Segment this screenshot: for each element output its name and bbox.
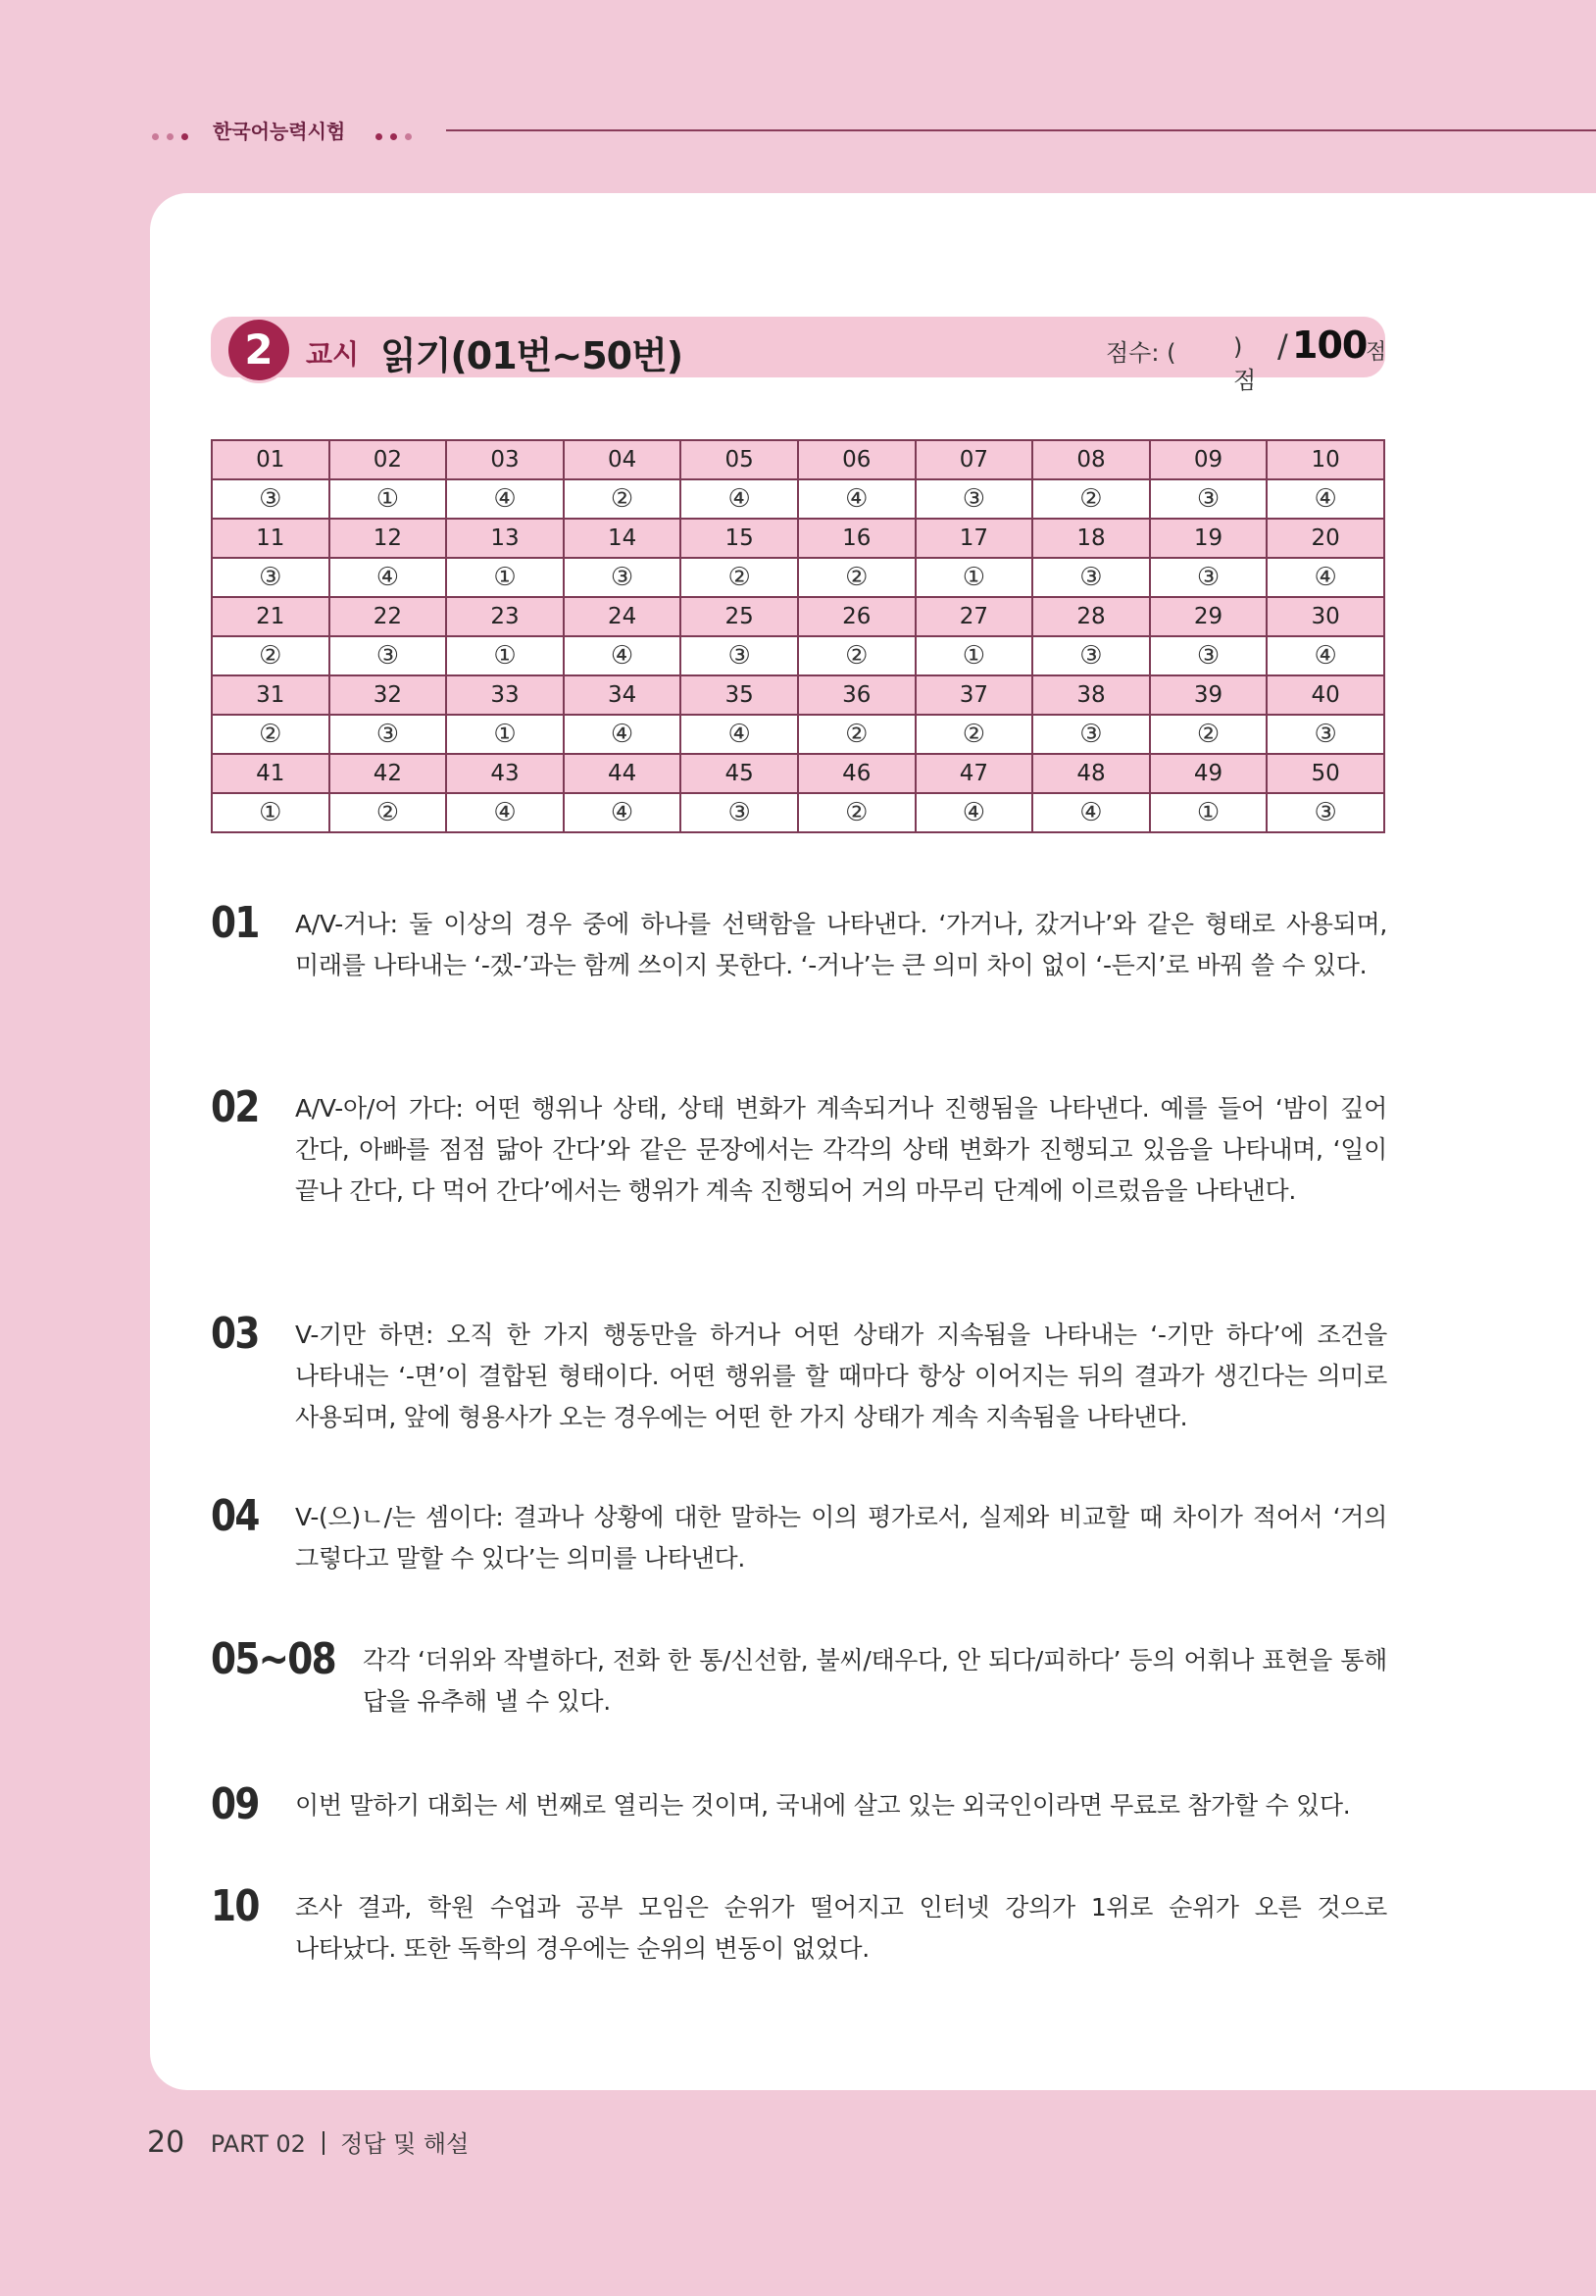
score-close: )점 bbox=[1233, 333, 1257, 394]
question-number-cell: 29 bbox=[1150, 597, 1268, 636]
question-number-cell: 21 bbox=[212, 597, 329, 636]
question-number-cell: 19 bbox=[1150, 519, 1268, 558]
answer-cell: ② bbox=[798, 793, 916, 832]
question-number-row bbox=[212, 519, 1384, 558]
explanation-text: V-(으)ㄴ/는 셈이다: 결과나 상황에 대한 말하는 이의 평가로서, 실제와 비교할 때 차이가 적어서 ‘거의 그렇다고 말할 수 있다’는 의미를 나타낸다. bbox=[295, 1503, 1387, 1572]
question-number-cell: 12 bbox=[329, 519, 447, 558]
question-number-cell: 43 bbox=[446, 754, 564, 793]
question-number-row bbox=[212, 597, 1384, 636]
answer-cell: ① bbox=[446, 558, 564, 597]
question-number-cell: 44 bbox=[564, 754, 681, 793]
answer-cell: ③ bbox=[1150, 479, 1268, 519]
question-number-cell: 40 bbox=[1267, 675, 1384, 715]
answer-cell: ① bbox=[916, 558, 1033, 597]
question-number-cell: 32 bbox=[329, 675, 447, 715]
question-number-cell: 33 bbox=[446, 675, 564, 715]
answer-cell: ① bbox=[446, 715, 564, 754]
question-number-cell: 23 bbox=[446, 597, 564, 636]
explanation-text: A/V-아/어 가다: 어떤 행위나 상태, 상태 변화가 계속되거나 진행됨을 나타낸다. 예를 들어 ‘밤이 깊어 간다, 아빠를 점점 닮아 간다’와 같은 문장에서는 각각의 상태 변화가 진행되고 있음을 나타내며, ‘일이 끝나 간다, 다 먹어 간다’에서는 행위가 계속 진행되어 거의 마무리 단계에 이르렀음을 나타낸다. bbox=[295, 1094, 1387, 1205]
score-slash: / bbox=[1277, 327, 1288, 365]
explanation-text: 조사 결과, 학원 수업과 공부 모임은 순위가 떨어지고 인터넷 강의가 1위로 순위가 오른 것으로 나타났다. 또한 독학의 경우에는 순위의 변동이 없었다. bbox=[295, 1893, 1387, 1963]
answer-cell: ④ bbox=[1267, 636, 1384, 675]
answer-cell: ④ bbox=[329, 558, 447, 597]
explanation-number: 01 bbox=[211, 898, 259, 948]
question-number-cell: 17 bbox=[916, 519, 1033, 558]
answer-row bbox=[212, 715, 1384, 754]
question-number-cell: 27 bbox=[916, 597, 1033, 636]
question-number-cell: 48 bbox=[1032, 754, 1150, 793]
answer-cell: ④ bbox=[1267, 479, 1384, 519]
explanation-number: 05~08 bbox=[211, 1634, 335, 1684]
answer-cell: ② bbox=[564, 479, 681, 519]
answer-cell: ① bbox=[212, 793, 329, 832]
section-title: 읽기(01번~50번) bbox=[380, 334, 683, 377]
answer-cell: ③ bbox=[564, 558, 681, 597]
section-number-badge: 2 bbox=[228, 320, 289, 380]
footer-subtitle: 정답 및 해설 bbox=[340, 2130, 470, 2158]
score-unit: 점 bbox=[1366, 340, 1387, 365]
question-number-cell: 18 bbox=[1032, 519, 1150, 558]
question-number-cell: 28 bbox=[1032, 597, 1150, 636]
answer-cell: ② bbox=[798, 636, 916, 675]
score-prefix: 점수: ( bbox=[1106, 339, 1176, 367]
question-number-cell: 25 bbox=[680, 597, 798, 636]
explanation-number: 10 bbox=[211, 1881, 259, 1931]
question-number-cell: 16 bbox=[798, 519, 916, 558]
answer-cell: ④ bbox=[446, 479, 564, 519]
footer-part: PART 02 bbox=[210, 2130, 306, 2158]
question-number-cell: 39 bbox=[1150, 675, 1268, 715]
answer-cell: ③ bbox=[1150, 558, 1268, 597]
question-number-cell: 06 bbox=[798, 440, 916, 479]
answer-cell: ④ bbox=[798, 479, 916, 519]
explanation-number: 09 bbox=[211, 1779, 259, 1829]
header-rule bbox=[446, 129, 1596, 131]
question-number-cell: 04 bbox=[564, 440, 681, 479]
answer-row bbox=[212, 636, 1384, 675]
question-number-cell: 22 bbox=[329, 597, 447, 636]
answer-cell: ③ bbox=[1032, 715, 1150, 754]
question-number-cell: 50 bbox=[1267, 754, 1384, 793]
answer-cell: ② bbox=[212, 715, 329, 754]
question-number-cell: 05 bbox=[680, 440, 798, 479]
answer-cell: ④ bbox=[1032, 793, 1150, 832]
question-number-cell: 41 bbox=[212, 754, 329, 793]
answer-cell: ③ bbox=[1267, 715, 1384, 754]
question-number-cell: 45 bbox=[680, 754, 798, 793]
answer-cell: ② bbox=[798, 715, 916, 754]
question-number-cell: 13 bbox=[446, 519, 564, 558]
answer-cell: ② bbox=[329, 793, 447, 832]
answer-cell: ② bbox=[798, 558, 916, 597]
answer-cell: ④ bbox=[916, 793, 1033, 832]
answer-cell: ④ bbox=[680, 479, 798, 519]
answer-row bbox=[212, 558, 1384, 597]
answer-row bbox=[212, 479, 1384, 519]
explanation-text: A/V-거나: 둘 이상의 경우 중에 하나를 선택함을 나타낸다. ‘가거나, 갔거나’와 같은 형태로 사용되며, 미래를 나타내는 ‘-겠-’과는 함께 쓰이지 못한다. ‘-거나’는 큰 의미 차이 없이 ‘-든지’로 바꿔 쓸 수 있다. bbox=[295, 910, 1387, 979]
question-number-cell: 46 bbox=[798, 754, 916, 793]
answer-cell: ② bbox=[916, 715, 1033, 754]
answer-cell: ③ bbox=[916, 479, 1033, 519]
question-number-cell: 38 bbox=[1032, 675, 1150, 715]
explanation-text: 이번 말하기 대회는 세 번째로 열리는 것이며, 국내에 살고 있는 외국인이라면 무료로 참가할 수 있다. bbox=[295, 1791, 1351, 1820]
question-number-cell: 02 bbox=[329, 440, 447, 479]
question-number-cell: 03 bbox=[446, 440, 564, 479]
question-number-cell: 47 bbox=[916, 754, 1033, 793]
question-number-cell: 20 bbox=[1267, 519, 1384, 558]
explanation-text: V-기만 하면: 오직 한 가지 행동만을 하거나 어떤 상태가 지속됨을 나타내는 ‘-기만 하다’에 조건을 나타내는 ‘-면’이 결합된 형태이다. 어떤 행위를 할 때마다 항상 이어지는 뒤의 결과가 생긴다는 의미로 사용되며, 앞에 형용사가 오는 경우에는 어떤 한 가지 상태가 계속 지속됨을 나타낸다. bbox=[295, 1321, 1387, 1431]
answer-cell: ③ bbox=[1267, 793, 1384, 832]
question-number-cell: 31 bbox=[212, 675, 329, 715]
answer-cell: ③ bbox=[329, 715, 447, 754]
question-number-cell: 07 bbox=[916, 440, 1033, 479]
question-number-cell: 24 bbox=[564, 597, 681, 636]
explanation-number: 04 bbox=[211, 1491, 259, 1541]
answer-cell: ③ bbox=[212, 479, 329, 519]
answer-cell: ① bbox=[446, 636, 564, 675]
answer-cell: ③ bbox=[1150, 636, 1268, 675]
question-number-cell: 30 bbox=[1267, 597, 1384, 636]
answer-cell: ④ bbox=[564, 636, 681, 675]
answer-cell: ② bbox=[1032, 479, 1150, 519]
page-number: 20 bbox=[147, 2125, 185, 2160]
answer-cell: ④ bbox=[564, 715, 681, 754]
question-number-cell: 34 bbox=[564, 675, 681, 715]
question-number-cell: 37 bbox=[916, 675, 1033, 715]
answer-cell: ④ bbox=[1267, 558, 1384, 597]
answer-cell: ③ bbox=[1032, 558, 1150, 597]
footer-divider bbox=[323, 2131, 324, 2155]
answer-cell: ④ bbox=[446, 793, 564, 832]
explanation-number: 02 bbox=[211, 1082, 259, 1132]
question-number-cell: 08 bbox=[1032, 440, 1150, 479]
answer-cell: ③ bbox=[212, 558, 329, 597]
answer-cell: ② bbox=[212, 636, 329, 675]
question-number-cell: 09 bbox=[1150, 440, 1268, 479]
explanation-number: 03 bbox=[211, 1309, 259, 1359]
answer-cell: ② bbox=[680, 558, 798, 597]
header-dots-right bbox=[375, 125, 420, 144]
answer-cell: ④ bbox=[680, 715, 798, 754]
answer-cell: ③ bbox=[329, 636, 447, 675]
question-number-cell: 49 bbox=[1150, 754, 1268, 793]
question-number-cell: 11 bbox=[212, 519, 329, 558]
question-number-cell: 01 bbox=[212, 440, 329, 479]
answer-row bbox=[212, 793, 1384, 832]
answer-cell: ① bbox=[1150, 793, 1268, 832]
question-number-cell: 10 bbox=[1267, 440, 1384, 479]
answer-cell: ③ bbox=[1032, 636, 1150, 675]
question-number-cell: 35 bbox=[680, 675, 798, 715]
explanation-text: 각각 ‘더위와 작별하다, 전화 한 통/신선함, 불씨/태우다, 안 되다/피하다’ 등의 어휘나 표현을 통해 답을 유추해 낼 수 있다. bbox=[363, 1646, 1387, 1716]
question-number-cell: 26 bbox=[798, 597, 916, 636]
answer-cell: ④ bbox=[564, 793, 681, 832]
score-total: 100 bbox=[1292, 324, 1368, 367]
page-footer bbox=[147, 2124, 469, 2160]
question-number-row bbox=[212, 675, 1384, 715]
question-number-cell: 42 bbox=[329, 754, 447, 793]
answer-cell: ③ bbox=[680, 793, 798, 832]
question-number-row bbox=[212, 754, 1384, 793]
running-header bbox=[152, 116, 1596, 145]
score-box bbox=[1106, 324, 1387, 394]
running-header-title: 한국어능력시험 bbox=[213, 120, 346, 143]
answer-table bbox=[211, 439, 1385, 833]
question-number-cell: 15 bbox=[680, 519, 798, 558]
answer-cell: ① bbox=[916, 636, 1033, 675]
question-number-row bbox=[212, 440, 1384, 479]
question-number-cell: 14 bbox=[564, 519, 681, 558]
answer-cell: ② bbox=[1150, 715, 1268, 754]
answer-cell: ① bbox=[329, 479, 447, 519]
section-label: 교시 bbox=[306, 338, 360, 371]
question-number-cell: 36 bbox=[798, 675, 916, 715]
answer-cell: ③ bbox=[680, 636, 798, 675]
header-dots-left bbox=[152, 125, 196, 144]
